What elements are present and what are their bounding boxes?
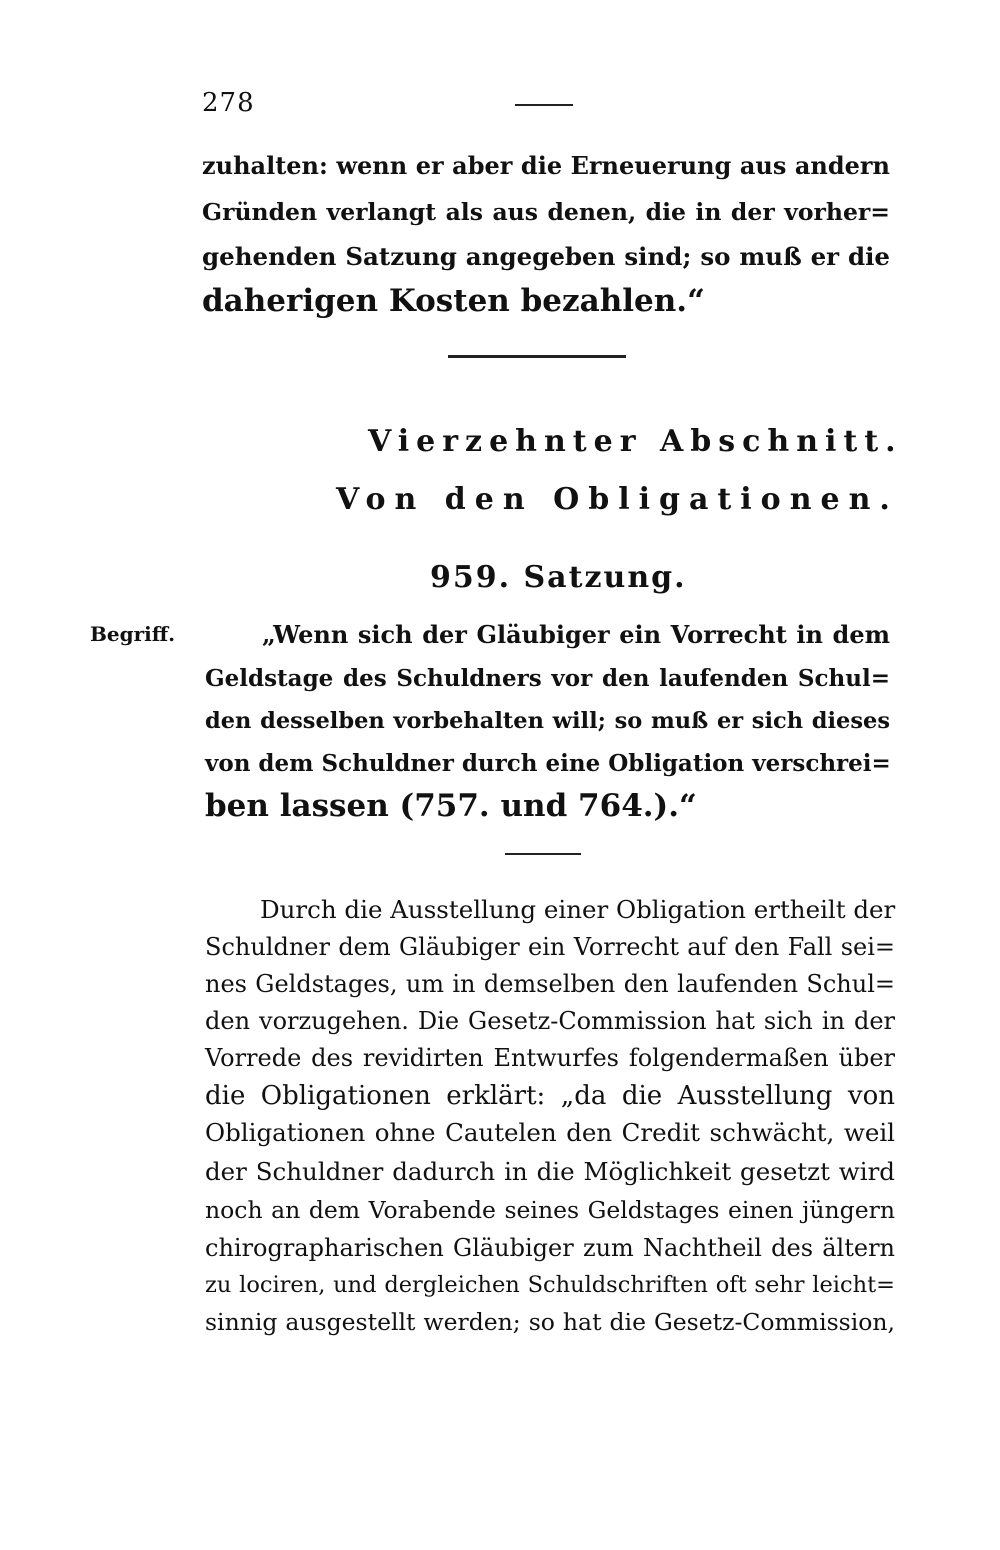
article-divider — [505, 853, 581, 855]
article-line: von dem Schuldner durch eine Obligation verschrei= — [205, 750, 891, 777]
text-line: zuhalten: wenn er aber die Erneuerung aus andern — [202, 151, 890, 180]
text-line: gehenden Satzung angegeben sind; so muß er die — [202, 242, 890, 271]
page-number: 278 — [202, 88, 255, 118]
article-line: ben lassen (757. und 764.).“ — [205, 788, 697, 824]
commentary-line: nes Geldstages, um in demselben den laufenden Schul= — [205, 970, 895, 998]
article-line: Geldstage des Schuldners vor den laufenden Schul= — [205, 665, 890, 692]
commentary-line: der Schuldner dadurch in die Möglichkeit gesetzt wird — [205, 1157, 895, 1186]
text-line: Gründen verlangt als aus denen, die in der vorher= — [202, 198, 890, 226]
text-line: daherigen Kosten bezahlen.“ — [202, 283, 705, 319]
article-line: den desselben vorbehalten will; so muß er sich dieses — [205, 708, 890, 734]
section-heading: Vierzehnter Abschnitt. — [368, 424, 903, 459]
commentary-line: Obligationen ohne Cautelen den Credit schwächt, weil — [205, 1118, 895, 1147]
commentary-line: die Obligationen erklärt: „da die Ausstellung von — [205, 1081, 895, 1111]
section-subheading: Von den Obligationen. — [336, 482, 899, 517]
commentary-line: den vorzugehen. Die Gesetz-Commission hat sich in der — [205, 1007, 895, 1035]
commentary-line: noch an dem Vorabende seines Geldstages einen jüngern — [205, 1196, 895, 1224]
article-number: 959. Satzung. — [430, 560, 687, 595]
article-line: „Wenn sich der Gläubiger ein Vorrecht in dem — [262, 620, 890, 649]
margin-note: Begriff. — [90, 622, 176, 646]
section-divider — [448, 355, 626, 358]
commentary-line: Schuldner dem Gläubiger ein Vorrecht auf den Fall sei= — [205, 933, 895, 961]
commentary-line: Vorrede des revidirten Entwurfes folgendermaßen über — [205, 1044, 895, 1072]
commentary-line: zu lociren, und dergleichen Schuldschriften oft sehr leicht= — [205, 1272, 895, 1298]
commentary-line: sinnig ausgestellt werden; so hat die Gesetz-Commission, — [205, 1308, 895, 1336]
commentary-line: Durch die Ausstellung einer Obligation ertheilt der — [260, 895, 896, 924]
commentary-line: chirographarischen Gläubiger zum Nachtheil des ältern — [205, 1234, 895, 1262]
header-rule — [515, 104, 573, 106]
